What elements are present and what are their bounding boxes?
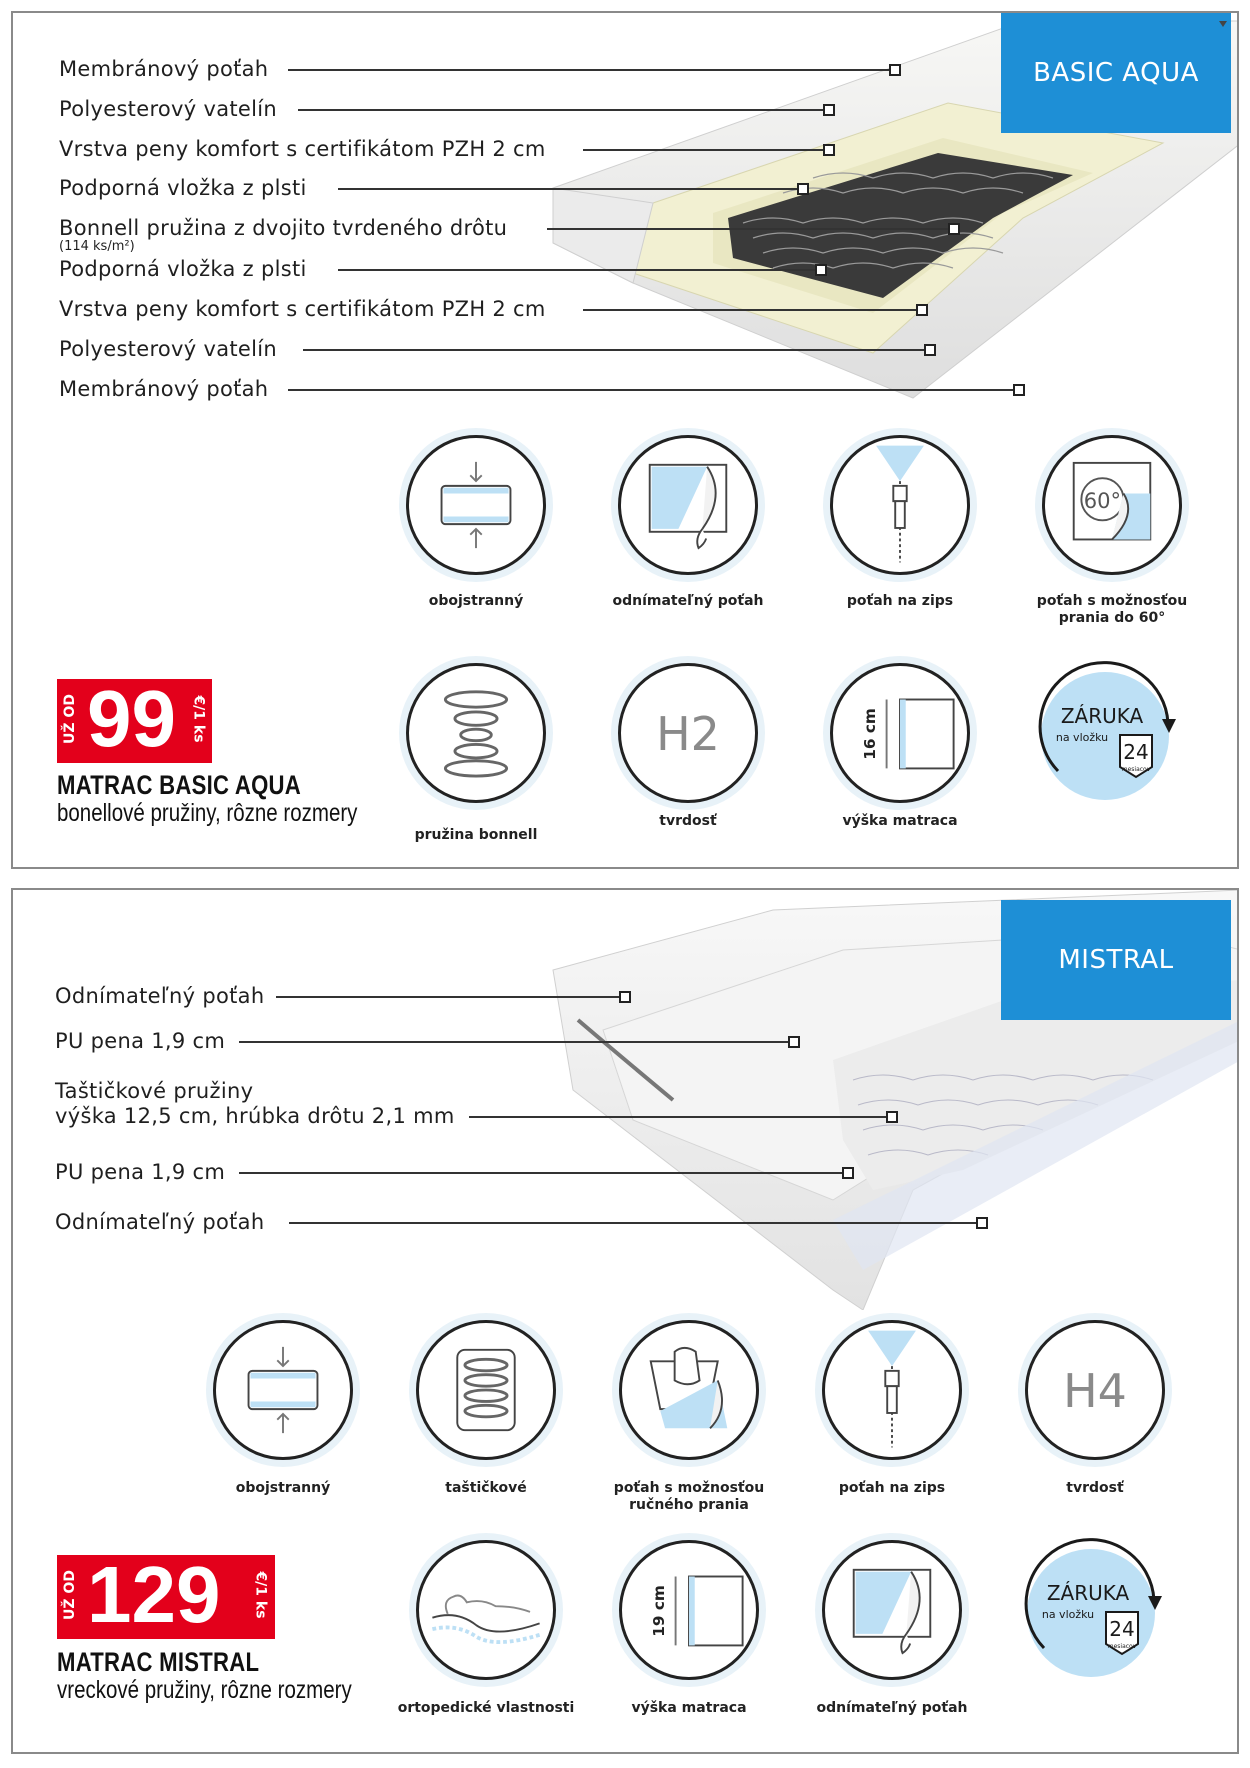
layer-marker xyxy=(889,64,901,76)
leader-line xyxy=(239,1172,843,1174)
warranty-seal xyxy=(1030,661,1180,811)
product-name: MATRAC MISTRAL xyxy=(57,1647,260,1677)
price-tag xyxy=(57,1550,275,1639)
feature-label: tvrdosť xyxy=(1066,1480,1124,1496)
feature-label: ortopedické vlastnosti xyxy=(397,1700,575,1716)
removable-cover-icon xyxy=(822,1540,962,1680)
feature-label: obojstranný xyxy=(235,1480,331,1496)
hand-wash-icon xyxy=(619,1320,759,1460)
double-sided-icon xyxy=(213,1320,353,1460)
warranty-seal xyxy=(1016,1538,1166,1688)
leader-line xyxy=(469,1116,887,1118)
leader-line xyxy=(583,149,824,151)
warranty-subtitle: na vložku xyxy=(1041,1608,1095,1621)
washing-60-icon xyxy=(1042,435,1182,575)
warranty-subtitle: na vložku xyxy=(1055,731,1109,744)
layer-marker xyxy=(886,1111,898,1123)
feature-label: tvrdosť xyxy=(659,813,717,829)
leader-line xyxy=(583,309,917,311)
layer-label-5: Odnímateľný poťah xyxy=(55,1210,265,1234)
product-badge: MISTRAL xyxy=(1001,900,1231,1020)
product-panel-basic-aqua xyxy=(11,11,1239,869)
double-sided-icon xyxy=(406,435,546,575)
corner-marker-icon xyxy=(1219,21,1227,27)
feature-label: poťah na zips xyxy=(838,1480,946,1496)
leader-line xyxy=(303,349,925,351)
zipper-icon xyxy=(830,435,970,575)
layer-marker xyxy=(924,344,936,356)
zipper-icon xyxy=(822,1320,962,1460)
layer-label-7: Vrstva peny komfort s certifikátom PZH 2 cm xyxy=(59,297,546,321)
leader-line xyxy=(298,109,824,111)
leader-line xyxy=(338,188,797,190)
price-tag xyxy=(57,674,212,763)
leader-line xyxy=(289,1222,977,1224)
height-text: 16 cm xyxy=(861,708,880,760)
layer-marker xyxy=(797,183,809,195)
price-from: UŽ OD xyxy=(61,1570,78,1620)
layer-label-8: Polyesterový vatelín xyxy=(59,337,278,361)
spring-density-note: (114 ks/m²) xyxy=(59,239,135,254)
layer-marker xyxy=(842,1167,854,1179)
product-panel-mistral xyxy=(11,888,1239,1754)
leader-line xyxy=(547,228,949,230)
layer-label-1: Membránový poťah xyxy=(59,57,269,81)
feature-label: poťah na zips xyxy=(846,593,954,609)
hardness-text: H4 xyxy=(1063,1364,1127,1419)
feature-label: odnímateľný poťah xyxy=(816,1700,968,1716)
product-description: vreckové pružiny, rôzne rozmery xyxy=(57,1676,352,1704)
warranty-unit: mesiacov xyxy=(1107,1643,1137,1650)
height-icon xyxy=(830,663,970,803)
price-from: UŽ OD xyxy=(61,694,78,744)
feature-label: poťah s možnosťou prania do 60° xyxy=(1036,593,1188,626)
layer-marker xyxy=(788,1036,800,1048)
leader-line xyxy=(276,996,620,998)
height-text: 19 cm xyxy=(650,1585,669,1637)
layer-marker xyxy=(916,304,928,316)
leader-line xyxy=(338,269,816,271)
layer-marker xyxy=(976,1217,988,1229)
feature-label: obojstranný xyxy=(428,593,524,609)
layer-label-5: Bonnell pružina z dvojito tvrdeného drôtu xyxy=(59,216,508,240)
removable-cover-icon xyxy=(618,435,758,575)
layer-marker xyxy=(823,144,835,156)
layer-marker xyxy=(1013,384,1025,396)
layer-label-2: Polyesterový vatelín xyxy=(59,97,278,121)
hardness-icon xyxy=(618,663,758,803)
washing-temperature-text: 60° xyxy=(1083,487,1122,513)
product-name: MATRAC BASIC AQUA xyxy=(57,770,302,800)
layer-label-6: Podporná vložka z plsti xyxy=(59,257,307,281)
feature-label: pružina bonnell xyxy=(414,827,538,843)
bonnell-spring-icon xyxy=(406,663,546,803)
product-description: bonellové pružiny, rôzne rozmery xyxy=(57,799,358,827)
layer-label-1: Odnímateľný poťah xyxy=(55,984,265,1008)
layer-label-4: PU pena 1,9 cm xyxy=(55,1160,226,1184)
layer-marker xyxy=(948,223,960,235)
warranty-unit: mesiacov xyxy=(1121,766,1151,773)
warranty-number: 24 xyxy=(1123,740,1149,764)
layer-label-3: Taštičkové pružiny xyxy=(55,1079,254,1103)
pocket-spring-icon xyxy=(416,1320,556,1460)
price-unit: €/1 ks xyxy=(252,1571,269,1619)
warranty-title: ZÁRUKA xyxy=(1046,1581,1130,1605)
feature-label: taštičkové xyxy=(445,1480,527,1496)
hardness-text: H2 xyxy=(656,707,720,762)
leader-line xyxy=(239,1041,789,1043)
pocket-spring-details: výška 12,5 cm, hrúbka drôtu 2,1 mm xyxy=(55,1104,455,1128)
layer-marker xyxy=(619,991,631,1003)
layer-label-9: Membránový poťah xyxy=(59,377,269,401)
height-icon xyxy=(619,1540,759,1680)
layer-marker xyxy=(815,264,827,276)
leader-line xyxy=(288,389,1014,391)
warranty-title: ZÁRUKA xyxy=(1060,704,1144,728)
warranty-number: 24 xyxy=(1109,1617,1135,1641)
feature-label: výška matraca xyxy=(842,813,958,829)
price-value: 99 xyxy=(87,674,176,763)
layer-label-4: Podporná vložka z plsti xyxy=(59,176,307,200)
feature-label: odnímateľný poťah xyxy=(612,593,764,609)
feature-label: poťah s možnosťou ručného prania xyxy=(613,1480,765,1513)
price-unit: €/1 ks xyxy=(190,695,207,743)
layer-marker xyxy=(823,104,835,116)
price-value: 129 xyxy=(87,1550,221,1639)
feature-label: výška matraca xyxy=(631,1700,747,1716)
leader-line xyxy=(288,69,890,71)
orthopedic-icon xyxy=(416,1540,556,1680)
hardness-icon xyxy=(1025,1320,1165,1460)
product-badge: BASIC AQUA xyxy=(1001,13,1231,133)
layer-label-2: PU pena 1,9 cm xyxy=(55,1029,226,1053)
layer-label-3: Vrstva peny komfort s certifikátom PZH 2 cm xyxy=(59,137,546,161)
